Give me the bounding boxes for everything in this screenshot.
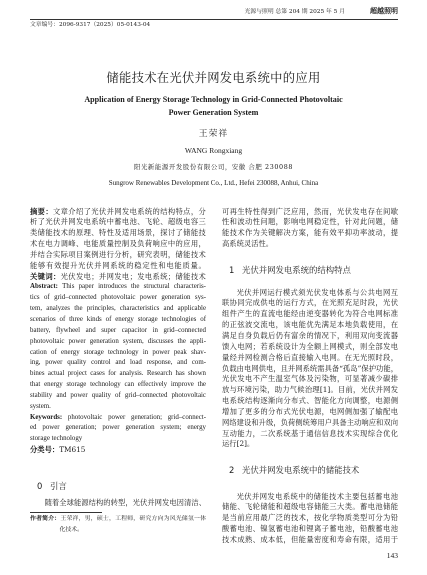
- text-line: [222, 439, 398, 450]
- line-text: tem, analyzes the principles, characteristics and applicable: [30, 305, 206, 313]
- text-line: [30, 434, 206, 445]
- section1-body: [222, 288, 398, 451]
- paper-title-cn: 储能技术在光伏并网发电系统中的应用: [106, 71, 321, 85]
- line-text: ing, power quality control and load response, and com-: [30, 359, 206, 367]
- line-text: 技术成熟、成本低，但能量密度和寿命有限，适用于: [222, 534, 398, 544]
- text-line: [30, 498, 206, 509]
- line-text: 负载由电网供电，且并网系统需具备“孤岛”保护功能，: [222, 363, 398, 373]
- line-text: 化技术。: [59, 526, 84, 533]
- article-number: 文章编号：2096-9317（2025）05-0143-04: [30, 22, 151, 28]
- text-line: [222, 228, 398, 239]
- text-line: [30, 423, 206, 434]
- line-text: 组件产生的直流电能经由逆变器转化为符合电网标准: [222, 309, 398, 319]
- line-text: 并结合实际项目案例进行分析，研究表明，储能技术: [30, 249, 206, 259]
- text-line: [30, 369, 206, 380]
- section0-body: [30, 498, 206, 509]
- line-text: storage technology: [30, 435, 83, 443]
- line-content: [30, 283, 206, 290]
- text-line: [222, 524, 398, 535]
- line-text: 析了光伏并网发电系统中蓄电池、飞轮、超级电容三: [30, 217, 206, 227]
- text-line: [222, 385, 398, 396]
- line-text: 能技术作为关键解决方案，能有效平抑功率波动，提: [222, 228, 398, 238]
- text-line: [30, 250, 206, 261]
- text-line: [30, 304, 206, 315]
- field-label: 关键词：: [30, 271, 61, 281]
- text-line: [222, 418, 398, 429]
- text-line: [222, 396, 398, 407]
- line-content: [30, 414, 206, 421]
- field-label: Keywords:: [30, 413, 68, 421]
- text-line: [30, 514, 206, 525]
- affiliation-cn: 阳光新能源开发股份有限公司，安徽 合肥 230088: [133, 163, 294, 171]
- line-text: 酸蓄电池、镍氢蓄电池和锂离子蓄电池，铅酸蓄电池: [222, 524, 398, 534]
- text-line: [30, 348, 206, 359]
- text-line: [222, 353, 398, 364]
- field-label: 摘要：: [30, 206, 53, 216]
- text-line: [30, 402, 206, 413]
- journal-issue-header: 光源与照明 总第 204 期 2025 年 5 月: [244, 9, 345, 15]
- keywords-en: [30, 413, 206, 446]
- text-line: [30, 261, 206, 272]
- line-text: 互动能力，二次系统基于通信信息技术实现综合优化: [222, 428, 398, 438]
- text-line: [222, 492, 398, 503]
- field-label: Abstract:: [30, 283, 63, 291]
- title-en-line: Application of Energy Storage Technology in Grid-Connected Photovoltaic: [84, 95, 343, 104]
- text-line: [30, 282, 206, 293]
- column-name: 超越照明: [370, 7, 398, 15]
- line-text: 可再生特性得到广泛应用，然而，光伏发电存在间歇: [222, 206, 398, 216]
- section-title: 引言: [50, 481, 67, 491]
- text-line: [222, 407, 398, 418]
- text-line: [222, 429, 398, 440]
- section-title: 光伏并网发电系统的结构特点: [242, 265, 351, 275]
- line-text: 能够有效提升光伏并网系统的稳定性和电能质量。: [30, 260, 206, 270]
- line-text: 电系统结构逐渐向分布式、智能化方向调整，电源侧: [222, 396, 398, 406]
- text-line: [222, 320, 398, 331]
- line-text: 术在电力调峰、电能质量控制及负荷响应中的应用，: [30, 239, 206, 249]
- line-content: [30, 207, 206, 216]
- line-text: 放与环境污染，助力气候治理[1]。目前，光伏并网发: [222, 385, 398, 395]
- line-text: system.: [30, 402, 51, 410]
- text-line: [30, 228, 206, 239]
- text-line: [222, 309, 398, 320]
- line-text: 光伏并网发电系统中的储能技术主要包括蓄电池: [236, 491, 398, 501]
- field-text: This paper introduces the structural characteris-: [62, 283, 206, 291]
- text-line: [30, 326, 206, 337]
- line-text: 量经并网检测合格后直接输入电网。在无光照时段，: [222, 352, 398, 362]
- text-line: [222, 217, 398, 228]
- line-content: [30, 445, 85, 454]
- line-text: 储能、飞轮储能和超级电容储能三大类。蓄电池储能: [222, 502, 398, 512]
- line-text: 光伏并网运行模式须光伏发电体系与公共电网互: [236, 287, 398, 297]
- section-number: 0: [37, 481, 43, 491]
- line-text: battery, flywheel and super capacitor in grid–connected: [30, 326, 206, 334]
- text-line: [222, 513, 398, 524]
- text-line: [30, 315, 206, 326]
- line-text: photovoltaic power generation system, discusses the appli-: [30, 337, 206, 345]
- line-content: [30, 516, 206, 522]
- line-text: 联协同完成供电的运行方式，在光照充足时段，光伏: [222, 298, 398, 308]
- text-line: [30, 337, 206, 348]
- header-rule: [30, 19, 398, 20]
- field-text: photovoltaic power generation; grid–connect-: [67, 413, 206, 421]
- paper-title-en: [0, 93, 427, 119]
- line-text: 是当前应用最广泛的技术，按化学物质类型可分为铅: [222, 513, 398, 523]
- text-line: [30, 217, 206, 228]
- abstract-cn: [30, 207, 206, 272]
- section-heading-2: [222, 464, 398, 476]
- intro-continued: [222, 207, 398, 250]
- text-line: [222, 502, 398, 513]
- line-text: ed power generation; power generation system; energy: [30, 424, 206, 432]
- section-number: 1: [229, 265, 235, 275]
- title-en-line: Power Generation System: [168, 108, 259, 117]
- author-name-en: WANG Rongxiang: [184, 146, 243, 155]
- text-line: [30, 445, 206, 456]
- text-line: [30, 380, 206, 391]
- line-text: 的正弦波交流电，该电能优先满足本地负载使用，在: [222, 320, 398, 330]
- line-content: [30, 272, 206, 281]
- line-text: 类储能技术的原理、特性及适用场景，探讨了储能技: [30, 228, 206, 238]
- text-line: [222, 288, 398, 299]
- line-text: 增加了更多的分布式光伏电源，电网侧加强了输配电: [222, 406, 398, 416]
- text-line: [30, 391, 206, 402]
- line-text: 高系统灵活性。: [222, 239, 274, 249]
- section-number: 2: [229, 465, 235, 475]
- footnote-rule: [30, 512, 102, 513]
- affiliation-en: Sungrow Renewables Development Co., Ltd., Hefei 230088, Anhui, China: [108, 179, 319, 187]
- text-line: [222, 239, 398, 250]
- text-line: [222, 331, 398, 342]
- text-line: [30, 207, 206, 218]
- field-label: 作者简介：: [30, 515, 61, 522]
- section-heading-1: [222, 264, 398, 276]
- line-text: 馈入电网；若系统设计为全额上网模式，则全部发电: [222, 341, 398, 351]
- field-text: 王荣祥，男，硕士，工程师，研究方向为风光储氢一体: [60, 516, 207, 522]
- line-text: 满足自身负载后仍有富余的情况下，利用双向变流器: [222, 330, 398, 340]
- text-line: [30, 358, 206, 369]
- text-line: [222, 374, 398, 385]
- section-title: 光伏并网发电系统中的储能技术: [242, 465, 360, 475]
- line-text: tics of grid–connected photovoltaic power generation sys-: [30, 294, 206, 302]
- line-text: cation of energy storage technology in power peak shav-: [30, 348, 206, 356]
- field-text: 光伏发电；并网发电；发电系统；储能技术: [60, 271, 206, 281]
- field-text: 文章介绍了光伏并网发电系统的结构特点，分: [52, 206, 206, 216]
- line-text: 运行[2]。: [222, 439, 255, 449]
- text-line: [30, 525, 206, 536]
- line-text: 网络建设和升级，负荷侧统筹用户具备主动响应和双向: [222, 417, 398, 427]
- text-line: [30, 272, 206, 283]
- keywords-cn: [30, 272, 206, 283]
- line-text: 性和波动性问题，影响电网稳定性，针对此问题，储: [222, 217, 398, 227]
- line-text: stability and power quality of grid–connected photovoltaic: [30, 391, 206, 399]
- line-text: scenarios of three kinds of energy storage technologies of: [30, 315, 206, 323]
- line-text: 光伏发电不产生温室气体及污染物，可显著减少碳排: [222, 374, 398, 384]
- section2-body: [222, 492, 398, 546]
- abstract-en: [30, 282, 206, 412]
- field-label: 分类号：: [30, 445, 60, 455]
- line-text: that energy storage technology can effectively improve the: [30, 381, 206, 389]
- text-line: [30, 293, 206, 304]
- text-line: [222, 364, 398, 375]
- text-line: [222, 207, 398, 218]
- line-text: 随着全球能源结构的转型，光伏并网发电因清洁、: [44, 497, 206, 507]
- section-heading-0: [30, 480, 206, 492]
- text-line: [222, 535, 398, 546]
- text-line: [222, 298, 398, 309]
- field-text: TM615: [59, 445, 86, 455]
- author-name-cn: 王荣祥: [198, 129, 229, 139]
- text-line: [222, 342, 398, 353]
- page-number: 143: [386, 551, 398, 560]
- line-text: bines actual project cases for analysis. Research has shown: [30, 370, 206, 378]
- text-line: [30, 413, 206, 424]
- text-line: [30, 239, 206, 250]
- classification-number: [30, 445, 206, 456]
- author-footnote: [30, 514, 206, 535]
